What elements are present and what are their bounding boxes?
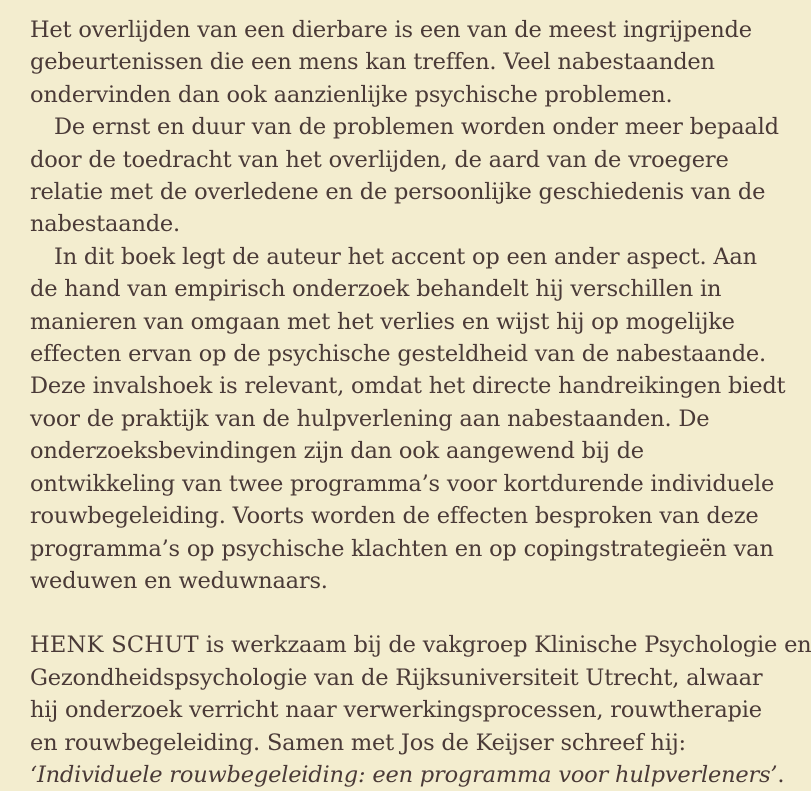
text-line: ondervinden dan ook aanzienlijke psychische problemen.	[30, 81, 673, 108]
text-line: Gezondheidspsychologie van de Rijksuniversiteit Utrecht, alwaar	[30, 664, 763, 691]
paragraph-spacer	[30, 597, 790, 629]
author-name: HENK SCHUT	[30, 632, 199, 659]
blurb-text	[30, 14, 811, 791]
text-line: De ernst en duur van de problemen worden onder meer bepaald	[54, 114, 779, 141]
text-line: onderzoeksbevindingen zijn dan ook aangewend bij de	[30, 438, 644, 465]
text-line: de hand van empirisch onderzoek behandelt hij verschillen in	[30, 276, 722, 303]
paragraph-2	[30, 111, 790, 241]
text-line: weduwen en weduwnaars.	[30, 567, 328, 594]
text-line: Deze invalshoek is relevant, omdat het directe handreikingen biedt	[30, 373, 786, 400]
text-line: gebeurtenissen die een mens kan treffen. Veel nabestaanden	[30, 49, 715, 76]
text-line: nabestaande.	[30, 211, 181, 238]
paragraph-3	[30, 241, 790, 597]
text-line: voor de praktijk van de hulpverlening aan nabestaanden. De	[30, 405, 710, 432]
text-line: manieren van omgaan met het verlies en wijst hij op mogelijke	[30, 308, 735, 335]
text-line: rouwbegeleiding. Voorts worden de effecten besproken van deze	[30, 503, 759, 530]
book-title: ‘Individuele rouwbegeleiding: een programma voor hulpverleners’	[30, 761, 778, 788]
text-line: Het overlijden van een dierbare is een van de meest ingrijpende	[30, 17, 752, 43]
text-line: ontwikkeling van twee programma’s voor kortdurende individuele	[30, 470, 775, 497]
text-line: relatie met de overledene en de persoonlijke geschiedenis van de	[30, 179, 766, 206]
text-line: door de toedracht van het overlijden, de aard van de vroegere	[30, 146, 729, 173]
text-line: programma’s op psychische klachten en op copingstrategieën van	[30, 535, 774, 562]
author-bio-first-line	[30, 629, 811, 661]
text-line: effecten ervan op de psychische gesteldheid van de nabestaande.	[30, 341, 766, 368]
text-line: hij onderzoek verricht naar verwerkingsprocessen, rouwtherapie	[30, 697, 762, 724]
book-title-line	[30, 759, 790, 791]
author-bio-text: is werkzaam bij de vakgroep Klinische Psychologie en	[198, 632, 811, 659]
text-line: en rouwbegeleiding. Samen met Jos de Keijser schreef hij:	[30, 729, 686, 756]
text-line: In dit boek legt de auteur het accent op een ander aspect. Aan	[54, 243, 757, 270]
paragraph-1	[30, 14, 790, 111]
author-bio	[30, 629, 811, 791]
book-title-suffix: .	[777, 761, 785, 788]
